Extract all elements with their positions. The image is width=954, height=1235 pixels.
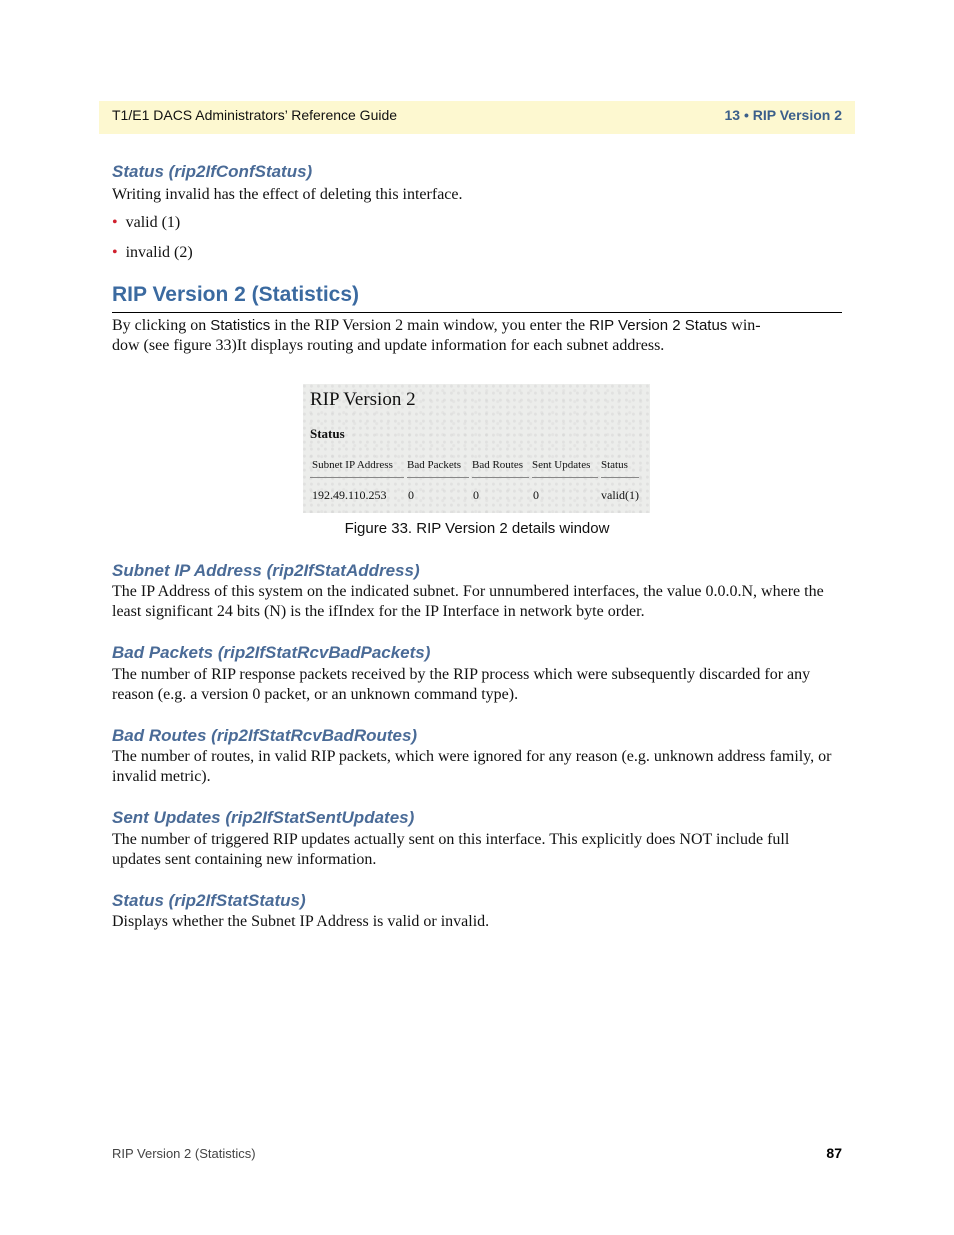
figure-rip-status-window xyxy=(303,384,650,513)
intro-text: By clicking on xyxy=(112,317,211,334)
column-header: Bad Routes xyxy=(472,459,524,471)
intro-text: win- xyxy=(727,317,761,334)
cell-value: 0 xyxy=(473,488,479,502)
bullet-icon: • xyxy=(112,244,118,261)
heading-status-stat: Status (rip2IfStatStatus) xyxy=(112,891,306,910)
running-header-chapter: 13 • RIP Version 2 xyxy=(724,107,842,123)
cell-value: 192.49.110.253 xyxy=(312,488,387,502)
bad-packets-text: The number of RIP response packets received by the RIP process which were subsequently discarded for any reason (e.g. a version 0 packet, or an unknown command type). xyxy=(112,666,811,703)
column-rule xyxy=(407,477,469,478)
cell-value: 0 xyxy=(533,488,539,502)
bullet-text: invalid (2) xyxy=(125,244,193,261)
cell-value: 0 xyxy=(408,488,414,502)
figure-caption: Figure 33. RIP Version 2 details window xyxy=(344,520,610,537)
section-intro xyxy=(112,316,842,356)
subnet-text: The IP Address of this system on the indicated subnet. For unnumbered interfaces, the value 0.0.0.N, where the least significant 24 bits (N) is the ifIndex for the IP Interface in network byte order. xyxy=(112,583,824,620)
bullet-text: valid (1) xyxy=(125,214,181,231)
footer-section-title: RIP Version 2 (Statistics) xyxy=(112,1146,256,1161)
column-header: Subnet IP Address xyxy=(312,459,393,471)
column-rule xyxy=(472,477,529,478)
sent-updates-text: The number of triggered RIP updates actually sent on this interface. This explicitly does NOT include full updates sent containing new information. xyxy=(112,831,790,868)
bullet-icon: • xyxy=(112,214,118,231)
heading-status-conf: Status (rip2IfConfStatus) xyxy=(112,162,313,181)
status-stat-text: Displays whether the Subnet IP Address is valid or invalid. xyxy=(112,913,490,930)
heading-sent-updates: Sent Updates (rip2IfStatSentUpdates) xyxy=(112,808,415,827)
ui-term-status: RIP Version 2 Status xyxy=(589,317,728,334)
bullet-item xyxy=(112,244,193,262)
intro-text: in the RIP Version 2 main window, you enter the xyxy=(270,317,590,334)
figure-title: RIP Version 2 xyxy=(310,389,416,410)
section-rule xyxy=(112,312,842,313)
column-header: Bad Packets xyxy=(407,459,462,471)
status-conf-text: Writing invalid has the effect of deleting this interface. xyxy=(112,186,463,203)
section-heading: RIP Version 2 (Statistics) xyxy=(112,283,360,306)
column-rule xyxy=(601,477,639,478)
bullet-item xyxy=(112,214,180,232)
column-header: Status xyxy=(601,459,628,471)
page-number: 87 xyxy=(826,1145,842,1161)
intro-text: dow (see figure 33)It displays routing and update information for each subnet address. xyxy=(112,337,665,354)
bad-routes-text: The number of routes, in valid RIP packets, which were ignored for any reason (e.g. unknown address family, or invalid metric). xyxy=(112,748,832,785)
heading-bad-routes: Bad Routes (rip2IfStatRcvBadRoutes) xyxy=(112,726,418,745)
column-header: Sent Updates xyxy=(532,459,591,471)
ui-term-statistics: Statistics xyxy=(210,317,271,334)
column-rule xyxy=(532,477,598,478)
heading-bad-packets: Bad Packets (rip2IfStatRcvBadPackets) xyxy=(112,643,431,662)
figure-subtitle: Status xyxy=(310,426,345,441)
heading-subnet: Subnet IP Address (rip2IfStatAddress) xyxy=(112,561,420,580)
column-rule xyxy=(310,477,404,478)
running-header-title: T1/E1 DACS Administrators’ Reference Guide xyxy=(112,107,398,123)
cell-value: valid(1) xyxy=(601,488,639,502)
